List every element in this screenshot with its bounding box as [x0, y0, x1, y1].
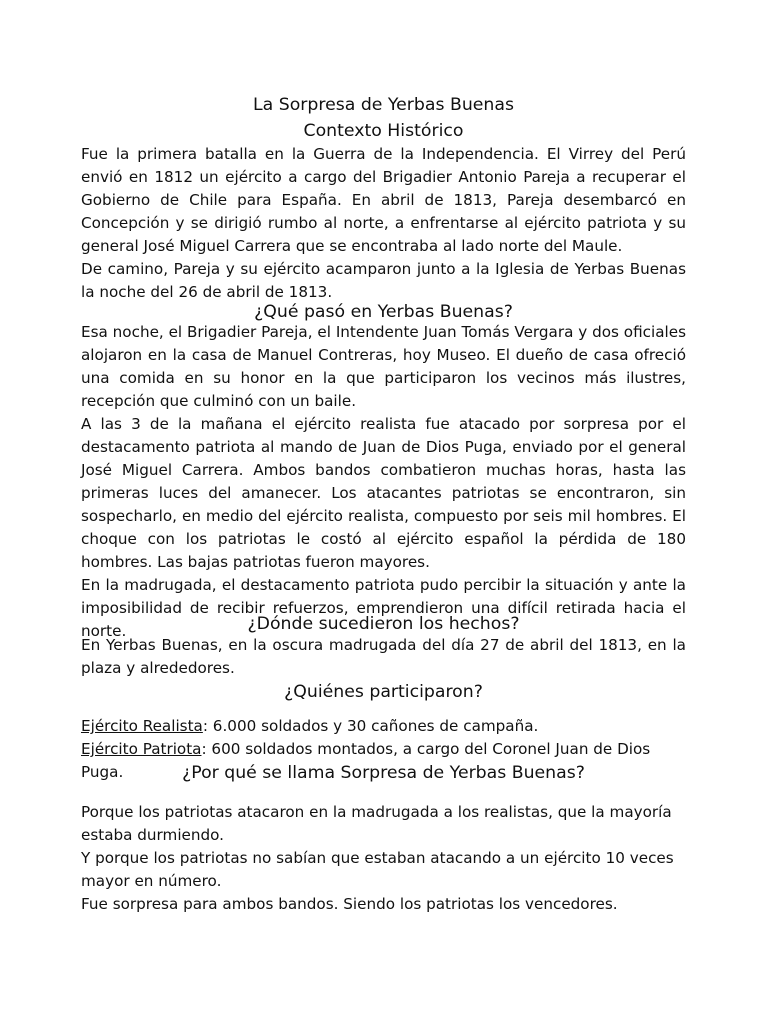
why-paragraph-1: Porque los patriotas atacaron en la madrugada a los realistas, que la mayoría estaba durmiendo. — [81, 803, 672, 844]
context-section — [81, 143, 686, 304]
why-paragraph-2: Y porque los patriotas no sabían que estaban atacando a un ejército 10 veces mayor en número. — [81, 849, 674, 890]
context-paragraph-2: De camino, Pareja y su ejército acamparon junto a la Iglesia de Yerbas Buenas la noche del 26 de abril de 1813. — [81, 260, 686, 301]
what-paragraph-1: Esa noche, el Brigadier Pareja, el Intendente Juan Tomás Vergara y dos oficiales alojaron en la casa de Manuel Contreras, hoy Museo. El dueño de casa ofreció una comida en su honor en la que participaron los vecinos más ilustres, recepción que culminó con un baile. — [81, 323, 686, 410]
document-title: La Sorpresa de Yerbas Buenas — [253, 95, 514, 115]
context-paragraph-1: Fue la primera batalla en la Guerra de la Independencia. El Virrey del Perú envió en 1812 un ejército a cargo del Brigadier Antonio Pareja a recuperar el Gobierno de Chile para España. En abril de 1813, Pareja desembarcó en Concepción y se dirigió rumbo al norte, a enfrentarse al ejército patriota y su general José Miguel Carrera que se encontraba al lado norte del Maule. — [81, 145, 686, 255]
realista-text: : 6.000 soldados y 30 cañones de campaña. — [202, 717, 539, 735]
section-where-body — [81, 634, 686, 680]
what-paragraph-2: A las 3 de la mañana el ejército realista fue atacado por sorpresa por el destacamento patriota al mando de Juan de Dios Puga, enviado por el general José Miguel Carrera. Ambos bandos combatieron muchas horas, hasta las primeras luces del amanecer. Los atacantes patriotas se encontraron, sin sospecharlo, en medio del ejército realista, compuesto por seis mil hombres. El choque con los patriotas le costó al ejército español la pérdida de 180 hombres. Las bajas patriotas fueron mayores. — [81, 415, 686, 571]
why-paragraph-3: Fue sorpresa para ambos bandos. Siendo los patriotas los vencedores. — [81, 895, 618, 913]
section-what-body — [81, 321, 686, 643]
section-why-body — [81, 801, 686, 916]
what-paragraph-3: En la madrugada, el destacamento patriota pudo percibir la situación y ante la imposibilidad de recibir refuerzos, emprendieron una difícil retirada hacia el norte. — [81, 576, 686, 640]
patriota-text: : 600 soldados montados, a cargo del Coronel Juan de Dios Puga. — [81, 740, 651, 781]
realista-line — [81, 715, 686, 738]
section-why-heading: ¿Por qué se llama Sorpresa de Yerbas Buenas? — [182, 763, 585, 783]
realista-label: Ejército Realista — [81, 717, 203, 735]
document-subtitle: Contexto Histórico — [303, 121, 464, 141]
section-who-heading: ¿Quiénes participaron? — [284, 682, 483, 702]
where-paragraph: En Yerbas Buenas, en la oscura madrugada del día 27 de abril del 1813, en la plaza y alrededores. — [81, 636, 686, 677]
section-what-heading: ¿Qué pasó en Yerbas Buenas? — [254, 302, 513, 322]
patriota-label: Ejército Patriota — [81, 740, 202, 758]
section-where-heading: ¿Dónde sucedieron los hechos? — [247, 614, 520, 634]
